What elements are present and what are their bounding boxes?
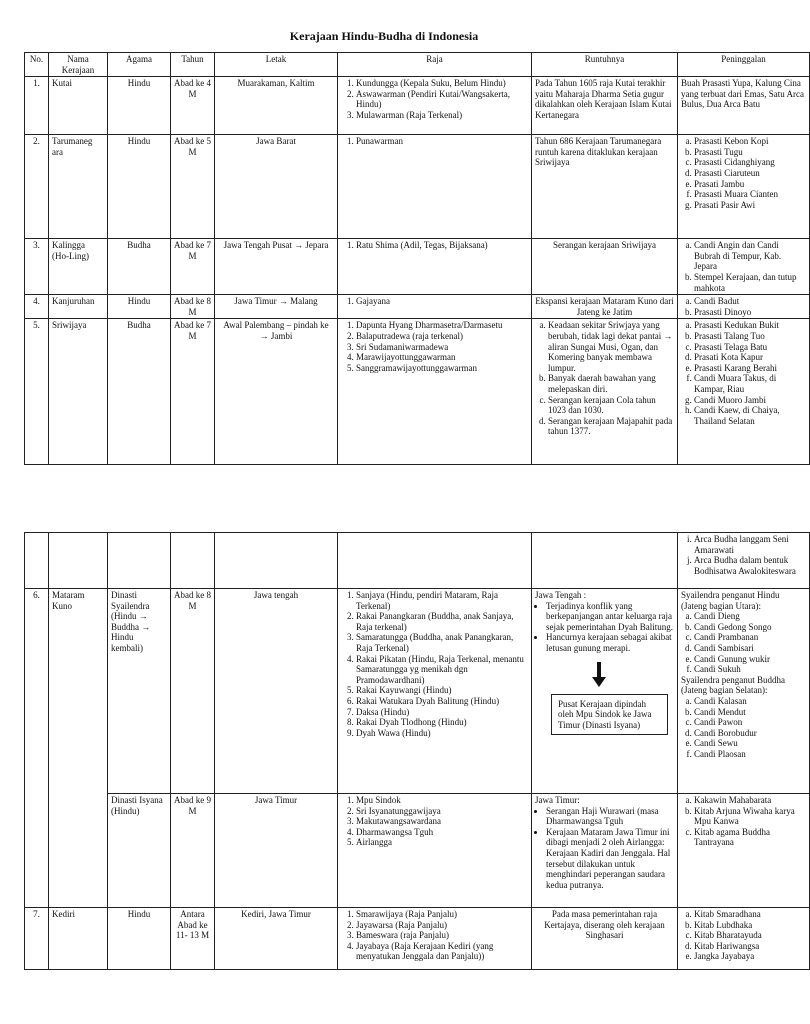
cell-raja	[338, 135, 532, 239]
cell-peninggalan	[678, 589, 810, 794]
runtuhnya-heading: Jawa Timur:	[535, 795, 580, 805]
runtuhnya-item: b. Banyak daerah bawahan yang melepaskan diri.	[548, 373, 674, 394]
cell-agama: Dinasti Isyana (Hindu)	[108, 794, 171, 908]
peninggalan-item: a. Candi Badut	[694, 296, 806, 307]
table-row-mataram-isyana	[25, 794, 810, 908]
raja-item: 3. Makutawangsawardana	[356, 816, 528, 827]
raja-item: 4. Dharmawangsa Tguh	[356, 827, 528, 838]
raja-item: 6. Rakai Watukara Dyah Balitung (Hindu)	[356, 696, 528, 707]
peninggalan-item: d. Kitab Hariwangsa	[694, 941, 806, 952]
cell-no: 4.	[25, 295, 49, 319]
peninggalan-item: a. Prasasti Kebon Kopi	[694, 136, 806, 147]
peninggalan-item: a. Kakawin Mahabarata	[694, 795, 806, 806]
cell-nama: Kediri	[49, 908, 108, 970]
runtuhnya-item: • Hancurnya kerajaan sebagai akibat letusan gunung merapi.	[546, 632, 674, 653]
cell-runtuhnya: Pada Tahun 1605 raja Kutai terakhir yaitu Maharaja Dharma Setia gugur dikalahkan oleh Kerajaan Islam Kutai Kertanegara	[532, 77, 678, 135]
cell-agama: Hindu	[108, 908, 171, 970]
table-row-kediri	[25, 908, 810, 970]
raja-item: 1. Gajayana	[356, 296, 528, 307]
raja-item: 8. Rakai Dyah Tlodhong (Hindu)	[356, 717, 528, 728]
cell-peninggalan	[678, 295, 810, 319]
runtuhnya-item: a. Keadaan sekitar Sriwjaya yang berubah, tidak lagi dekat pantai → aliran Sungai Musi, Ogan, dan Komering banyak membawa lumpur.	[548, 320, 674, 373]
cell-runtuhnya	[532, 319, 678, 465]
runtuhnya-item: c. Serangan kerajaan Cola tahun 1023 dan 1030.	[548, 395, 674, 416]
raja-item: 2. Balaputradewa (raja terkenal)	[356, 331, 528, 342]
peninggalan-item: c. Kitab Bharatayuda	[694, 930, 806, 941]
table-row-kanjuruhan	[25, 295, 810, 319]
raja-item: 1. Punawarman	[356, 136, 528, 147]
raja-item: 9. Dyah Wawa (Hindu)	[356, 728, 528, 739]
header-raja: Raja	[338, 53, 532, 77]
cell-letak: Jawa Barat	[215, 135, 338, 239]
relocation-note-box: Pusat Kerajaan dipindah oleh Mpu Sindok ke Jawa Timur (Dinasti Isyana)	[551, 694, 668, 736]
cell-raja	[338, 908, 532, 970]
cell-peninggalan	[678, 533, 810, 589]
peninggalan-item: g. Prasati Pasir Awi	[694, 200, 806, 211]
peninggalan-item: c. Prasasti Telaga Batu	[694, 342, 806, 353]
header-letak: Letak	[215, 53, 338, 77]
peninggalan-item: b. Prasasti Talang Tuo	[694, 331, 806, 342]
peninggalan-item: h. Candi Kaew, di Chaiya, Thailand Selatan	[694, 405, 806, 426]
peninggalan-item: c. Candi Pawon	[694, 717, 806, 728]
cell-runtuhnya: Pada masa pemerintahan raja Kertajaya, diserang oleh kerajaan Singhasari	[532, 908, 678, 970]
cell-letak: Kediri, Jawa Timur	[215, 908, 338, 970]
cell-runtuhnya	[532, 794, 678, 908]
cell-agama: Hindu	[108, 295, 171, 319]
cell-raja	[338, 589, 532, 794]
peninggalan-item: i. Arca Budha langgam Seni Amarawati	[694, 534, 806, 555]
cell-raja	[338, 295, 532, 319]
header-runtuhnya: Runtuhnya	[532, 53, 678, 77]
cell-peninggalan	[678, 239, 810, 295]
table-row-mataram-syailendra	[25, 589, 810, 794]
cell-nama: Kanjuruhan	[49, 295, 108, 319]
cell-raja	[338, 239, 532, 295]
cell-nama: Mataram Kuno	[49, 589, 108, 908]
peninggalan-item: f. Candi Muara Takus, di Kampar, Riau	[694, 373, 806, 394]
peninggalan-item: e. Candi Gunung wukir	[694, 654, 806, 665]
runtuhnya-item: • Kerajaan Mataram Jawa Timur ini dibagi menjadi 2 oleh Airlangga: Kerajaan Kadiri dan Jenggala. Hal tersebut dilakukan untuk menghindari peperangan saudara kedua putranya.	[546, 827, 674, 891]
peninggalan-item: a. Candi Angin dan Candi Bubrah di Tempur, Kab. Jepara	[694, 240, 806, 272]
header-peninggalan: Peninggalan	[678, 53, 810, 77]
peninggalan-item: j. Arca Budha dalam bentuk Bodhisatwa Awalokiteswara	[694, 555, 806, 576]
cell-runtuhnya: Tahun 686 Kerajaan Tarumanegara runtuh karena ditaklukan kerajaan Sriwijaya	[532, 135, 678, 239]
runtuhnya-heading: Jawa Tengah :	[535, 590, 587, 600]
peninggalan-item: d. Candi Sambisari	[694, 643, 806, 654]
cell-runtuhnya	[532, 589, 678, 794]
raja-item: 1. Mpu Sindok	[356, 795, 528, 806]
raja-item: 2. Aswawarman (Pendiri Kutai/Wangsakerta, Hindu)	[356, 89, 528, 110]
cell-nama: Sriwijaya	[49, 319, 108, 465]
peninggalan-item: c. Prasasti Cidanghiyang	[694, 157, 806, 168]
down-arrow-icon	[535, 662, 674, 688]
raja-item: 3. Bameswara (raja Panjalu)	[356, 930, 528, 941]
raja-item: 5. Rakai Kayuwangi (Hindu)	[356, 685, 528, 696]
raja-item: 1. Dapunta Hyang Dharmasetra/Darmasetu	[356, 320, 528, 331]
cell-agama: Hindu	[108, 135, 171, 239]
document-title: Kerajaan Hindu-Budha di Indonesia	[289, 29, 479, 43]
cell-tahun: Abad ke 7 M	[171, 319, 215, 465]
cell-tahun: Abad ke 5 M	[171, 135, 215, 239]
cell-runtuhnya: Ekspansi kerajaan Mataram Kuno dari Jateng ke Jatim	[532, 295, 678, 319]
raja-item: 3. Sri Sudamaniwarmadewa	[356, 342, 528, 353]
peninggalan-item: b. Stempel Kerajaan, dan tutup mahkota	[694, 272, 806, 293]
cell-letak: Jawa tengah	[215, 589, 338, 794]
runtuhnya-item: • Terjadinya konflik yang berkepanjangan antar keluarga raja sejak pemerintahan Dyah Balitung.	[546, 601, 674, 633]
raja-item: 3. Samaratungga (Buddha, anak Panangkaran, Raja Terkenal)	[356, 632, 528, 653]
peninggalan-item: a. Prasasti Kedukan Bukit	[694, 320, 806, 331]
cell-tahun: Abad ke 8 M	[171, 295, 215, 319]
cell-letak: Jawa Tengah Pusat → Jepara	[215, 239, 338, 295]
table-row-tarumanegara	[25, 135, 810, 239]
cell-letak: Muarakaman, Kaltim	[215, 77, 338, 135]
cell-letak: Jawa Timur	[215, 794, 338, 908]
cell-tahun: Abad ke 7 M	[171, 239, 215, 295]
raja-item: 2. Sri Isyanatunggawijaya	[356, 806, 528, 817]
peninggalan-item: f. Candi Plaosan	[694, 749, 806, 760]
raja-item: 2. Jayawarsa (Raja Panjalu)	[356, 920, 528, 931]
raja-item: 1. Sanjaya (Hindu, pendiri Mataram, Raja Terkenal)	[356, 590, 528, 611]
cell-agama: Budha	[108, 319, 171, 465]
table-row-continuation	[25, 533, 810, 589]
raja-item: 3. Mulawarman (Raja Terkenal)	[356, 110, 528, 121]
cell-raja	[338, 77, 532, 135]
peninggalan-item: b. Kitab Lubdhaka	[694, 920, 806, 931]
cell-no: 1.	[25, 77, 49, 135]
header-nama: Nama Kerajaan	[49, 53, 108, 77]
header-no: No.	[25, 53, 49, 77]
raja-item: 7. Daksa (Hindu)	[356, 707, 528, 718]
peninggalan-item: c. Kitab agama Buddha Tantrayana	[694, 827, 806, 848]
table-header-row	[25, 53, 810, 77]
peninggalan-item: b. Kitab Arjuna Wiwaha karya Mpu Kanwa	[694, 806, 806, 827]
raja-item: 1. Kundungga (Kepala Suku, Belum Hindu)	[356, 78, 528, 89]
raja-item: 2. Rakai Panangkaran (Buddha, anak Sanjaya, Raja terkenal)	[356, 611, 528, 632]
cell-tahun: Antara Abad ke 11- 13 M	[171, 908, 215, 970]
peninggalan-item: e. Jangka Jayabaya	[694, 951, 806, 962]
peninggalan-item: b. Prasasti Tugu	[694, 147, 806, 158]
cell-nama: Tarumaneg ara	[49, 135, 108, 239]
peninggalan-item: d. Prasati Kota Kapur	[694, 352, 806, 363]
peninggalan-item: e. Prasasti Karang Berahi	[694, 363, 806, 374]
cell-peninggalan: Buah Prasasti Yupa, Kalung Cina yang terbuat dari Emas, Satu Arca Bulus, Dua Arca Batu	[678, 77, 810, 135]
peninggalan-item: g. Candi Muoro Jambi	[694, 395, 806, 406]
header-agama: Agama	[108, 53, 171, 77]
table-row-kutai	[25, 77, 810, 135]
cell-letak: Awal Palembang – pindah ke → Jambi	[215, 319, 338, 465]
peninggalan-heading: Syailendra penganut Hindu (Jateng bagian Utara):	[681, 590, 780, 611]
cell-letak: Jawa Timur → Malang	[215, 295, 338, 319]
kingdom-table-page-1	[24, 52, 810, 465]
raja-item: 5. Airlangga	[356, 837, 528, 848]
peninggalan-item: c. Candi Prambanan	[694, 632, 806, 643]
raja-item: 4. Marawijayottunggawarman	[356, 352, 528, 363]
header-tahun: Tahun	[171, 53, 215, 77]
cell-peninggalan	[678, 319, 810, 465]
peninggalan-item: f. Candi Sukuh	[694, 664, 806, 675]
cell-nama: Kutai	[49, 77, 108, 135]
cell-no: 2.	[25, 135, 49, 239]
cell-no: 3.	[25, 239, 49, 295]
cell-agama: Hindu	[108, 77, 171, 135]
runtuhnya-item: d. Serangan kerajaan Majapahit pada tahun 1377.	[548, 416, 674, 437]
peninggalan-item: f. Prasasti Muara Cianten	[694, 189, 806, 200]
table-row-kalingga	[25, 239, 810, 295]
cell-runtuhnya: Serangan kerajaan Sriwijaya	[532, 239, 678, 295]
cell-tahun: Abad ke 8 M	[171, 589, 215, 794]
cell-no: 5.	[25, 319, 49, 465]
runtuhnya-item: • Serangan Haji Wurawari (masa Dharmawangsa Tguh	[546, 806, 674, 827]
cell-agama: Budha	[108, 239, 171, 295]
cell-peninggalan	[678, 135, 810, 239]
peninggalan-heading: Syailendra penganut Buddha (Jateng bagian Selatan):	[681, 674, 785, 696]
cell-agama: Dinasti Syailendra (Hindu → Buddha → Hindu kembali)	[108, 589, 171, 794]
raja-item: 1. Ratu Shima (Adil, Tegas, Bijaksana)	[356, 240, 528, 251]
peninggalan-item: d. Candi Borobudur	[694, 728, 806, 739]
peninggalan-item: e. Candi Sewu	[694, 738, 806, 749]
cell-raja	[338, 319, 532, 465]
kingdom-table-page-2	[24, 532, 810, 970]
cell-no: 6.	[25, 589, 49, 908]
raja-item: 4. Rakai Pikatan (Hindu, Raja Terkenal, menantu Samaratungga yg menikah dgn Pramodawardhani)	[356, 654, 528, 686]
raja-item: 5. Sanggramawijayottunggawarman	[356, 363, 528, 374]
peninggalan-item: e. Prasati Jambu	[694, 179, 806, 190]
table-row-sriwijaya	[25, 319, 810, 465]
cell-tahun: Abad ke 9 M	[171, 794, 215, 908]
raja-item: 4. Jayabaya (Raja Kerajaan Kediri (yang menyatukan Jenggala dan Panjalu))	[356, 941, 528, 962]
cell-peninggalan	[678, 794, 810, 908]
peninggalan-item: d. Prasasti Ciaruteun	[694, 168, 806, 179]
peninggalan-item: a. Candi Kalasan	[694, 696, 806, 707]
peninggalan-item: b. Candi Mendut	[694, 707, 806, 718]
cell-nama: Kalingga (Ho-Ling)	[49, 239, 108, 295]
cell-no: 7.	[25, 908, 49, 970]
peninggalan-item: b. Prasasti Dinoyo	[694, 307, 806, 318]
cell-tahun: Abad ke 4 M	[171, 77, 215, 135]
peninggalan-item: a. Kitab Smaradhana	[694, 909, 806, 920]
raja-item: 1. Smarawijaya (Raja Panjalu)	[356, 909, 528, 920]
cell-raja	[338, 794, 532, 908]
peninggalan-item: b. Candi Gedong Songo	[694, 622, 806, 633]
cell-peninggalan	[678, 908, 810, 970]
peninggalan-item: a. Candi Dieng	[694, 611, 806, 622]
